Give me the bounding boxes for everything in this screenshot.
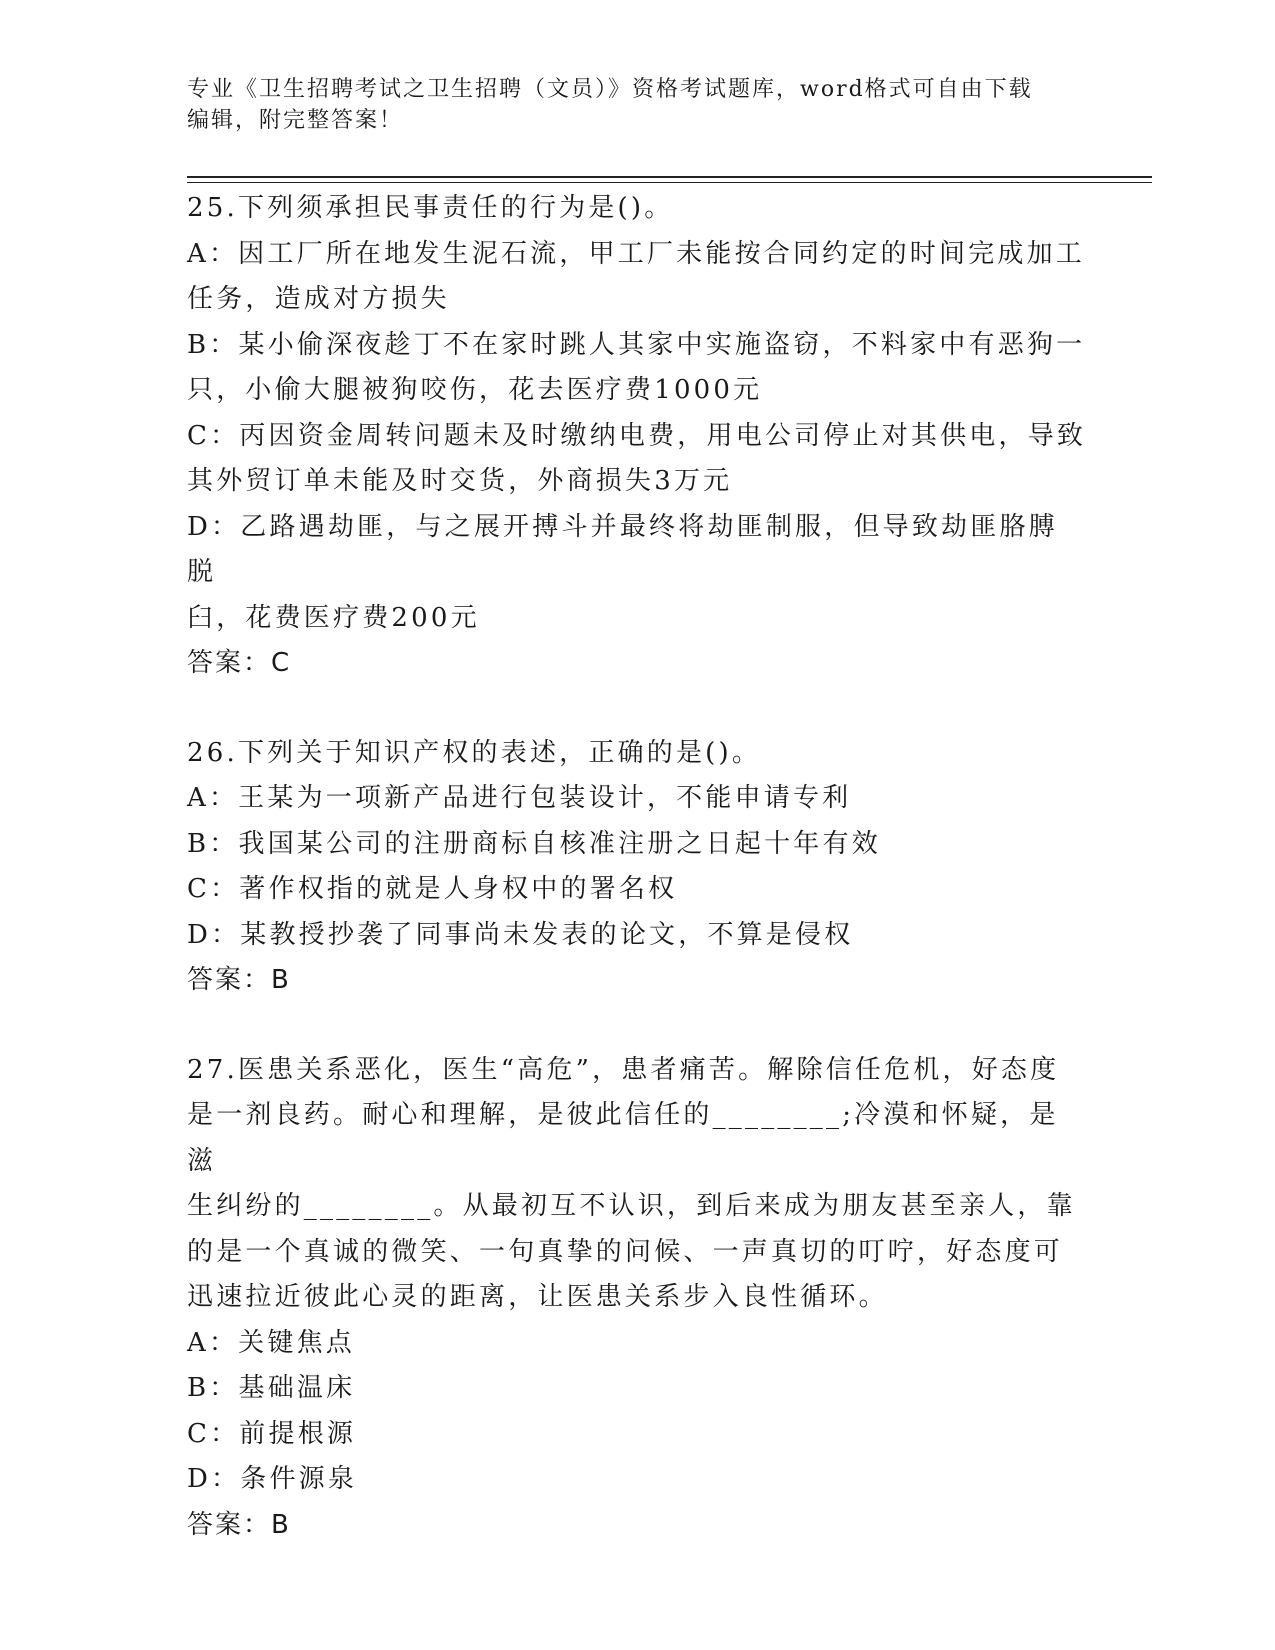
option-b-line-2: 只，小偷大腿被狗咬伤，花去医疗费1000元 bbox=[187, 375, 763, 405]
option-d: D：条件源泉 bbox=[187, 1464, 358, 1494]
header-line-2: 编辑，附完整答案！ bbox=[187, 108, 404, 133]
answer-label: 答案：C bbox=[187, 648, 292, 678]
option-d: D：某教授抄袭了同事尚未发表的论文，不算是侵权 bbox=[187, 919, 854, 950]
option-b: B：基础温床 bbox=[187, 1373, 356, 1403]
option-a: A：王某为一项新产品进行包装设计，不能申请专利 bbox=[187, 783, 852, 813]
document-header bbox=[187, 74, 1077, 136]
option-c-line-2: 其外贸订单未能及时交货，外商损失3万元 bbox=[187, 466, 733, 496]
question-26 bbox=[187, 731, 1087, 1004]
option-b-line-1: B：某小偷深夜趁丁不在家时跳人其家中实施盗窃，不料家中有恶狗一 bbox=[187, 329, 1086, 360]
question-stem: 25.下列须承担民事责任的行为是()。 bbox=[187, 193, 674, 223]
question-25 bbox=[187, 186, 1087, 687]
option-a: A：关键焦点 bbox=[187, 1327, 355, 1358]
answer-label: 答案：B bbox=[187, 1509, 291, 1540]
question-stem-line-1: 27.医患关系恶化，医生“高危”，患者痛苦。解除信任危机，好态度 bbox=[187, 1054, 1060, 1085]
option-d-line-2: 臼，花费医疗费200元 bbox=[187, 602, 480, 633]
question-list bbox=[187, 186, 1087, 1592]
option-c-line-1: C：丙因资金周转问题未及时缴纳电费，用电公司停止对其供电，导致 bbox=[187, 420, 1087, 451]
option-a-line-1: A：因工厂所在地发生泥石流，甲工厂未能按合同约定的时间完成加工 bbox=[187, 238, 1085, 269]
option-a-line-2: 任务，造成对方损失 bbox=[187, 284, 450, 314]
question-stem-line-3: 生纠纷的________。从最初互不认识，到后来成为朋友甚至亲人，靠 bbox=[187, 1191, 1076, 1221]
question-stem-line-2: 是一剂良药。耐心和理解，是彼此信任的________;冷漠和怀疑，是滋 bbox=[187, 1100, 1059, 1176]
question-stem: 26.下列关于知识产权的表述，正确的是()。 bbox=[187, 737, 762, 768]
question-stem-line-5: 迅速拉近彼此心灵的距离，让医患关系步入良性循环。 bbox=[187, 1282, 888, 1312]
header-line-1: 专业《卫生招聘考试之卫生招聘（文员）》资格考试题库，word格式可自由下载 bbox=[187, 77, 1033, 102]
option-b: B：我国某公司的注册商标自核准注册之日起十年有效 bbox=[187, 828, 881, 859]
header-rule-thin bbox=[187, 182, 1152, 183]
option-c: C：著作权指的就是人身权中的署名权 bbox=[187, 874, 678, 904]
question-27 bbox=[187, 1048, 1087, 1549]
option-c: C：前提根源 bbox=[187, 1418, 357, 1449]
question-stem-line-4: 的是一个真诚的微笑、一句真挚的问候、一声真切的叮咛，好态度可 bbox=[187, 1236, 1064, 1267]
option-d-line-1: D：乙路遇劫匪，与之展开搏斗并最终将劫匪制服，但导致劫匪胳膊脱 bbox=[187, 511, 1058, 587]
answer-label: 答案：B bbox=[187, 965, 291, 995]
header-rule-thick bbox=[187, 176, 1152, 178]
